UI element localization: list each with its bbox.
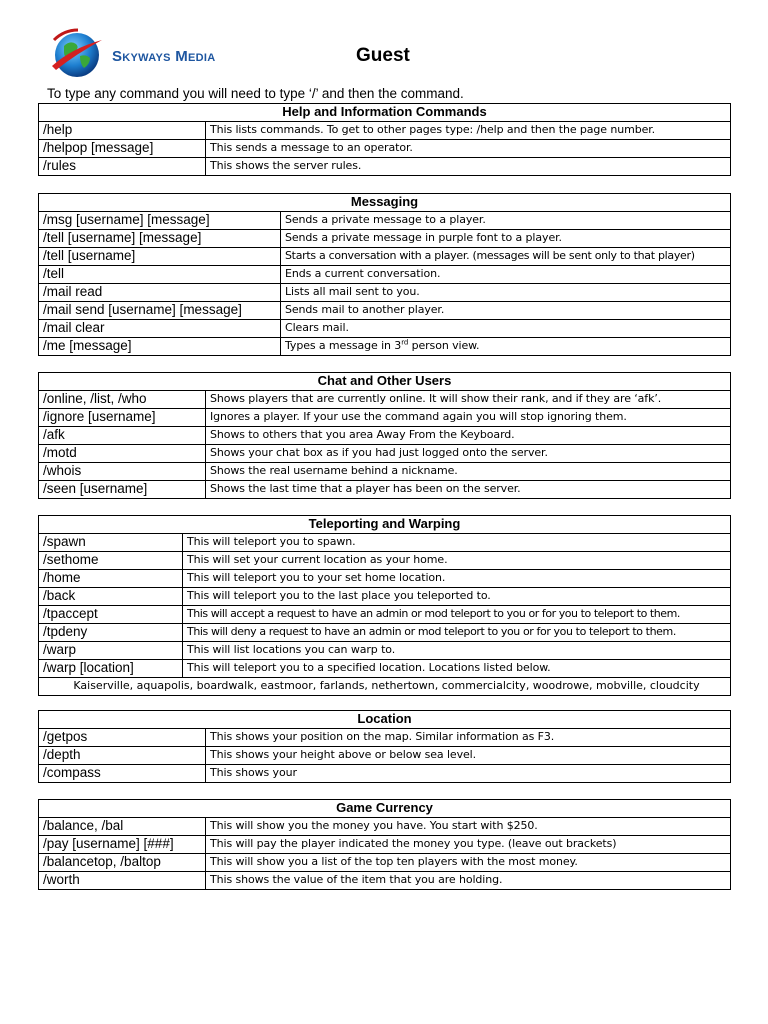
command-cell: /msg [username] [message] — [39, 212, 281, 230]
command-cell: /compass — [39, 765, 206, 783]
description-cell: This will list locations you can warp to. — [183, 642, 731, 660]
section-title: Help and Information Commands — [39, 104, 731, 122]
description-text: person view. — [408, 339, 480, 352]
table-row — [39, 818, 731, 836]
description-cell — [281, 338, 731, 356]
description-cell: This will accept a request to have an admin or mod teleport to you or for you to teleport to them. — [183, 606, 731, 624]
description-cell: This shows the value of the item that you are holding. — [206, 872, 731, 890]
table-row — [39, 248, 731, 266]
section-title: Messaging — [39, 194, 731, 212]
description-cell: Ends a current conversation. — [281, 266, 731, 284]
command-cell: /pay [username] [###] — [39, 836, 206, 854]
table-row — [39, 481, 731, 499]
table-row — [39, 320, 731, 338]
location-table — [38, 710, 731, 783]
teleport-warp-table — [38, 515, 731, 696]
table-row — [39, 624, 731, 642]
description-cell: Shows to others that you area Away From the Keyboard. — [206, 427, 731, 445]
description-text: Types a message in 3 — [285, 339, 402, 352]
command-cell: /helpop [message] — [39, 140, 206, 158]
description-cell: Shows the last time that a player has been on the server. — [206, 481, 731, 499]
description-cell: Shows players that are currently online. It will show their rank, and if they are ‘afk’. — [206, 391, 731, 409]
command-cell: /ignore [username] — [39, 409, 206, 427]
description-cell: Lists all mail sent to you. — [281, 284, 731, 302]
command-cell: /home — [39, 570, 183, 588]
description-cell: This will teleport you to the last place you teleported to. — [183, 588, 731, 606]
page-title: Guest — [356, 45, 410, 66]
command-cell: /back — [39, 588, 183, 606]
table-row — [39, 534, 731, 552]
locations-list: Kaiserville, aquapolis, boardwalk, eastmoor, farlands, nethertown, commercialcity, woodrowe, mobville, cloudcity — [39, 678, 731, 696]
description-cell: This shows your position on the map. Similar information as F3. — [206, 729, 731, 747]
description-cell: This shows your — [206, 765, 731, 783]
command-cell: /depth — [39, 747, 206, 765]
description-cell: This will show you the money you have. You start with $250. — [206, 818, 731, 836]
table-row — [39, 588, 731, 606]
command-cell: /help — [39, 122, 206, 140]
command-cell: /motd — [39, 445, 206, 463]
table-row — [39, 391, 731, 409]
description-cell: This will pay the player indicated the money you type. (leave out brackets) — [206, 836, 731, 854]
description-cell: Sends a private message to a player. — [281, 212, 731, 230]
table-row — [39, 427, 731, 445]
command-cell: /online, /list, /who — [39, 391, 206, 409]
command-cell: /whois — [39, 463, 206, 481]
description-cell: Clears mail. — [281, 320, 731, 338]
table-row — [39, 570, 731, 588]
command-cell: /tpaccept — [39, 606, 183, 624]
description-cell: This shows the server rules. — [206, 158, 731, 176]
command-cell: /seen [username] — [39, 481, 206, 499]
description-cell: Sends a private message in purple font to a player. — [281, 230, 731, 248]
table-row — [39, 266, 731, 284]
section-title: Teleporting and Warping — [39, 516, 731, 534]
command-cell: /worth — [39, 872, 206, 890]
table-row — [39, 302, 731, 320]
description-cell: Sends mail to another player. — [281, 302, 731, 320]
command-cell: /afk — [39, 427, 206, 445]
game-currency-table — [38, 799, 731, 890]
description-cell: This lists commands. To get to other pages type: /help and then the page number. — [206, 122, 731, 140]
table-row — [39, 729, 731, 747]
command-cell: /spawn — [39, 534, 183, 552]
table-row — [39, 122, 731, 140]
table-row — [39, 854, 731, 872]
table-row — [39, 660, 731, 678]
section-title: Location — [39, 711, 731, 729]
command-cell: /warp [location] — [39, 660, 183, 678]
command-cell: /tpdeny — [39, 624, 183, 642]
command-cell: /rules — [39, 158, 206, 176]
messaging-table — [38, 193, 731, 356]
command-cell: /balancetop, /baltop — [39, 854, 206, 872]
chat-users-table — [38, 372, 731, 499]
table-row — [39, 445, 731, 463]
help-commands-table — [38, 103, 731, 176]
command-cell: /mail clear — [39, 320, 281, 338]
table-row — [39, 765, 731, 783]
table-row — [39, 836, 731, 854]
description-cell: Shows the real username behind a nickname. — [206, 463, 731, 481]
command-cell: /getpos — [39, 729, 206, 747]
description-cell: This shows your height above or below sea level. — [206, 747, 731, 765]
command-cell: /tell — [39, 266, 281, 284]
section-title: Game Currency — [39, 800, 731, 818]
description-cell: Shows your chat box as if you had just logged onto the server. — [206, 445, 731, 463]
table-row — [39, 158, 731, 176]
description-cell: This sends a message to an operator. — [206, 140, 731, 158]
description-cell: This will teleport you to spawn. — [183, 534, 731, 552]
table-row — [39, 552, 731, 570]
command-cell: /tell [username] — [39, 248, 281, 266]
table-row — [39, 747, 731, 765]
command-cell: /balance, /bal — [39, 818, 206, 836]
intro-text: To type any command you will need to type ‘/’ and then the command. — [47, 86, 464, 101]
table-row — [39, 463, 731, 481]
command-cell: /warp — [39, 642, 183, 660]
table-row — [39, 230, 731, 248]
table-row — [39, 678, 731, 696]
description-cell: This will teleport you to a specified location. Locations listed below. — [183, 660, 731, 678]
globe-logo-icon — [48, 26, 106, 84]
description-cell: Ignores a player. If your use the command again you will stop ignoring them. — [206, 409, 731, 427]
table-row — [39, 642, 731, 660]
section-title: Chat and Other Users — [39, 373, 731, 391]
table-row — [39, 140, 731, 158]
table-row — [39, 284, 731, 302]
table-row — [39, 409, 731, 427]
command-cell: /mail send [username] [message] — [39, 302, 281, 320]
description-cell: This will set your current location as your home. — [183, 552, 731, 570]
command-cell: /tell [username] [message] — [39, 230, 281, 248]
description-cell: This will show you a list of the top ten players with the most money. — [206, 854, 731, 872]
command-cell: /mail read — [39, 284, 281, 302]
table-row — [39, 606, 731, 624]
description-cell: This will teleport you to your set home location. — [183, 570, 731, 588]
command-cell: /sethome — [39, 552, 183, 570]
description-cell: Starts a conversation with a player. (messages will be sent only to that player) — [281, 248, 731, 266]
command-cell: /me [message] — [39, 338, 281, 356]
table-row — [39, 872, 731, 890]
table-row — [39, 212, 731, 230]
table-row — [39, 338, 731, 356]
ordinal-suffix: rd — [401, 338, 409, 347]
brand-name: Skyways Media — [112, 48, 216, 65]
description-cell: This will deny a request to have an admin or mod teleport to you or for you to teleport to them. — [183, 624, 731, 642]
